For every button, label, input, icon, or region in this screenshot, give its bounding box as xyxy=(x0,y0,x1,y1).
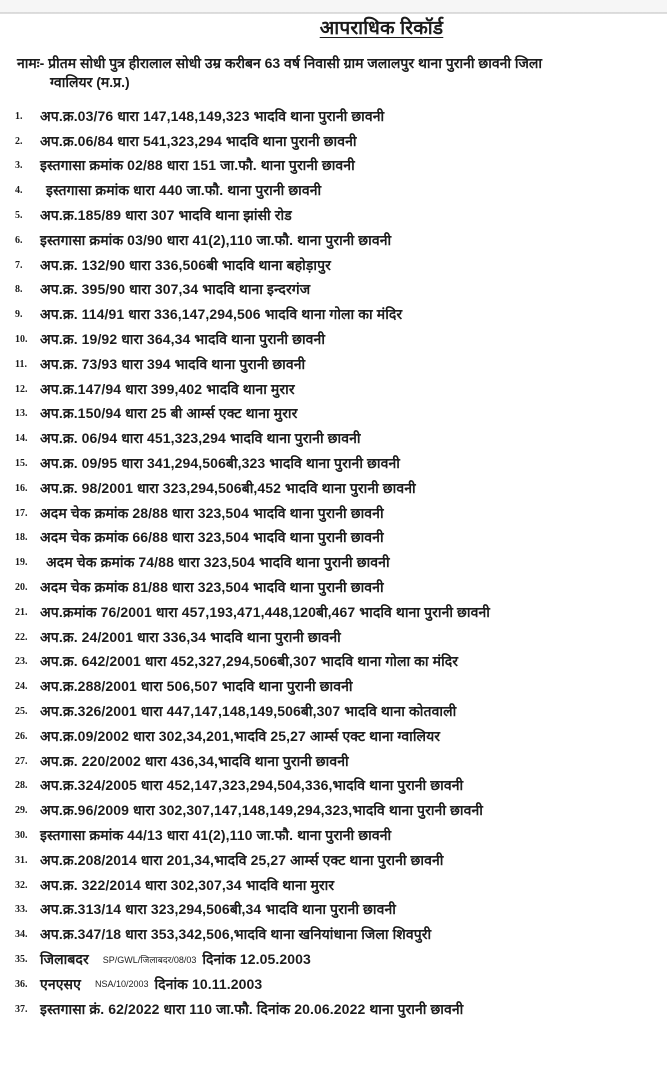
record-text: इस्तगासा क्रमांक 44/13 धारा 41(2),110 जा.फौ. थाना पुरानी छावनी xyxy=(40,827,392,843)
record-text: अप.क्र.288/2001 धारा 506,507 भादवि थाना पुरानी छावनी xyxy=(40,678,353,695)
record-row xyxy=(0,253,667,278)
record-number: 11. xyxy=(15,358,27,370)
record-row xyxy=(0,600,667,625)
record-number: 28. xyxy=(15,780,28,792)
record-text: अप.क्र. 24/2001 धारा 336,34 भादवि थाना पुरानी छावनी xyxy=(40,628,341,645)
record-row xyxy=(0,848,667,873)
record-number: 19. xyxy=(15,557,28,569)
record-number: 6. xyxy=(15,234,23,246)
record-number: 12. xyxy=(15,383,28,395)
record-text: अप.क्र.09/2002 धारा 302,34,201,भादवि 25,27 आर्म्स एक्ट थाना ग्वालियर xyxy=(40,727,441,744)
record-number: 2. xyxy=(15,135,23,147)
record-text: अप.क्र. 395/90 धारा 307,34 भादवि थाना इन्दरगंज xyxy=(40,281,311,298)
record-number: 23. xyxy=(15,656,28,668)
record-text: अप.क्र. 642/2001 धारा 452,327,294,506बी,307 भादवि थाना गोला का मंदिर xyxy=(40,653,459,670)
record-number: 21. xyxy=(15,606,28,618)
record-number: 33. xyxy=(15,904,28,916)
record-text: अप.क्र. 98/2001 धारा 323,294,506बी,452 भादवि थाना पुरानी छावनी xyxy=(40,479,416,496)
record-row xyxy=(0,104,667,129)
record-label: एनएसए xyxy=(40,975,81,992)
record-number: 13. xyxy=(15,408,28,420)
record-text: अदम चेक क्रमांक 28/88 धारा 323,504 भादवि थाना पुरानी छावनी xyxy=(40,504,384,521)
record-text: अप.क्र. 322/2014 धारा 302,307,34 भादवि थाना मुरार xyxy=(40,876,335,893)
record-row-record-35 xyxy=(0,947,667,972)
record-row xyxy=(0,724,667,749)
record-row xyxy=(0,154,667,179)
record-number: 30. xyxy=(15,830,28,841)
record-reference: SP/GWL/जिलाबदर/08/03 xyxy=(102,954,197,965)
record-row xyxy=(0,699,667,724)
record-number: 14. xyxy=(15,433,28,445)
record-text: अप.क्र.326/2001 धारा 447,147,148,149,506बी,307 भादवि थाना कोतवाली xyxy=(40,703,457,720)
record-text: अप.क्र. 132/90 धारा 336,506बी भादवि थाना बहोड़ापुर xyxy=(40,256,331,273)
record-text: अप.क्रमांक 76/2001 धारा 457,193,471,448,120बी,467 भादवि थाना पुरानी छावनी xyxy=(40,603,490,620)
record-row xyxy=(0,352,667,377)
record-row xyxy=(0,228,667,253)
record-number: 9. xyxy=(15,309,23,321)
record-row-37 xyxy=(0,997,667,1022)
name-line-1: प्रीतम सोधी पुत्र हीरालाल सोधी उम्र करीबन 63 वर्ष निवासी ग्राम जलालपुर थाना पुरानी छावनी जिला xyxy=(44,55,543,71)
record-row xyxy=(0,327,667,352)
record-row xyxy=(0,451,667,476)
record-row xyxy=(0,922,667,947)
record-label: जिलाबदर xyxy=(40,950,89,967)
record-text: अप.क्र.347/18 धारा 353,342,506,भादवि थाना खनियांधाना जिला शिवपुरी xyxy=(40,926,432,943)
record-row xyxy=(0,749,667,774)
record-row xyxy=(0,575,667,600)
record-row xyxy=(0,426,667,451)
record-row xyxy=(0,674,667,699)
name-line-2: ग्वालियर (म.प्र.) xyxy=(50,74,130,90)
record-text: अप.क्र. 19/92 धारा 364,34 भादवि थाना पुरानी छावनी xyxy=(40,331,326,348)
record-number: 27. xyxy=(15,755,28,767)
record-number: 7. xyxy=(15,259,23,271)
record-number: 16. xyxy=(15,482,28,494)
record-text: इस्तगासा क्रमांक 02/88 धारा 151 जा.फौ. थाना पुरानी छावनी xyxy=(40,157,355,174)
record-text: अप.क्र.185/89 धारा 307 भादवि थाना झांसी रोड xyxy=(40,207,292,224)
record-text: अप.क्र.06/84 धारा 541,323,294 भादवि थाना पुरानी छावनी xyxy=(40,132,357,149)
record-date: दिनांक 12.05.2003 xyxy=(202,950,311,967)
record-text: अप.क्र. 114/91 धारा 336,147,294,506 भादवि थाना गोला का मंदिर xyxy=(40,306,403,323)
record-text: इस्तगासा क्रं. 62/2022 धारा 110 जा.फौ. दिनांक 20.06.2022 थाना पुरानी छावनी xyxy=(40,1000,464,1017)
record-row xyxy=(0,898,667,923)
record-text: अप.क्र.324/2005 धारा 452,147,323,294,504,336,भादवि थाना पुरानी छावनी xyxy=(40,777,464,794)
record-number: 20. xyxy=(15,582,28,594)
records-list xyxy=(0,104,667,1021)
record-text: अप.क्र.147/94 धारा 399,402 भादवि थाना मुरार xyxy=(40,380,295,397)
top-bar xyxy=(0,0,667,12)
record-number: 32. xyxy=(15,879,28,891)
record-row xyxy=(0,402,667,427)
record-row xyxy=(0,774,667,799)
name-label: नामः- xyxy=(17,55,45,71)
record-text: अप.क्र.96/2009 धारा 302,307,147,148,149,294,323,भादवि थाना पुरानी छावनी xyxy=(40,802,483,819)
record-number: 18. xyxy=(15,532,28,544)
record-number: 29. xyxy=(15,805,28,817)
record-text: अदम चेक क्रमांक 66/88 धारा 323,504 भादवि थाना पुरानी छावनी xyxy=(40,529,384,546)
record-row xyxy=(0,625,667,650)
record-row xyxy=(0,302,667,327)
record-number: 34. xyxy=(15,929,28,941)
record-row xyxy=(0,501,667,526)
record-text: अप.क्र. 73/93 धारा 394 भादवि थाना पुरानी छावनी xyxy=(40,355,306,372)
title-text: आपराधिक रिकॉर्ड xyxy=(319,18,444,39)
record-number: 36. xyxy=(15,978,28,990)
record-number: 24. xyxy=(15,681,28,693)
record-text: अप.क्र. 06/94 धारा 451,323,294 भादवि थाना पुरानी छावनी xyxy=(40,430,361,447)
record-number: 37. xyxy=(15,1003,28,1015)
document-page xyxy=(0,14,667,1069)
record-number: 35. xyxy=(15,953,28,965)
record-text: अदम चेक क्रमांक 74/88 धारा 323,504 भादवि थाना पुरानी छावनी xyxy=(46,554,390,571)
record-number: 15. xyxy=(15,458,28,470)
record-text: अप.क्र. 09/95 धारा 341,294,506बी,323 भादवि थाना पुरानी छावनी xyxy=(40,455,400,472)
record-row xyxy=(0,129,667,154)
record-text: अप.क्र.03/76 धारा 147,148,149,323 भादवि थाना पुरानी छावनी xyxy=(40,107,385,124)
record-row xyxy=(0,377,667,402)
record-row-record-36 xyxy=(0,972,667,997)
record-row xyxy=(0,203,667,228)
record-row xyxy=(0,823,667,848)
record-number: 22. xyxy=(15,631,28,643)
record-number: 26. xyxy=(15,730,28,742)
record-row xyxy=(0,278,667,303)
subject-name-block xyxy=(17,54,657,92)
record-row xyxy=(0,798,667,823)
record-text: अप.क्र.208/2014 धारा 201,34,भादवि 25,27 आर्म्स एक्ट थाना पुरानी छावनी xyxy=(40,851,444,868)
record-number: 4. xyxy=(15,185,23,197)
record-number: 31. xyxy=(15,854,28,866)
record-text: अदम चेक क्रमांक 81/88 धारा 323,504 भादवि थाना पुरानी छावनी xyxy=(40,579,384,596)
record-row xyxy=(0,650,667,675)
record-number: 5. xyxy=(15,210,23,222)
record-row xyxy=(0,550,667,575)
record-text: अप.क्र.313/14 धारा 323,294,506बी,34 भादवि थाना पुरानी छावनी xyxy=(40,901,396,918)
record-reference: NSA/10/2003 xyxy=(94,979,149,990)
record-number: 8. xyxy=(15,284,23,296)
record-text: इस्तगासा क्रमांक धारा 440 जा.फौ. थाना पुरानी छावनी xyxy=(46,182,322,199)
page-title xyxy=(0,14,667,40)
record-text: अप.क्र. 220/2002 धारा 436,34,भादवि थाना पुरानी छावनी xyxy=(40,752,349,769)
record-row xyxy=(0,873,667,898)
record-number: 25. xyxy=(15,706,28,718)
record-number: 1. xyxy=(15,110,23,122)
record-row xyxy=(0,178,667,203)
record-number: 17. xyxy=(15,507,28,519)
record-number: 3. xyxy=(15,160,23,172)
record-text: अप.क्र.150/94 धारा 25 बी आर्म्स एक्ट थाना मुरार xyxy=(40,405,298,422)
record-text: इस्तगासा क्रमांक 03/90 धारा 41(2),110 जा.फौ. थाना पुरानी छावनी xyxy=(40,231,392,248)
record-number: 10. xyxy=(15,334,28,346)
record-row xyxy=(0,526,667,551)
record-date: दिनांक 10.11.2003 xyxy=(154,975,263,992)
record-row xyxy=(0,476,667,501)
